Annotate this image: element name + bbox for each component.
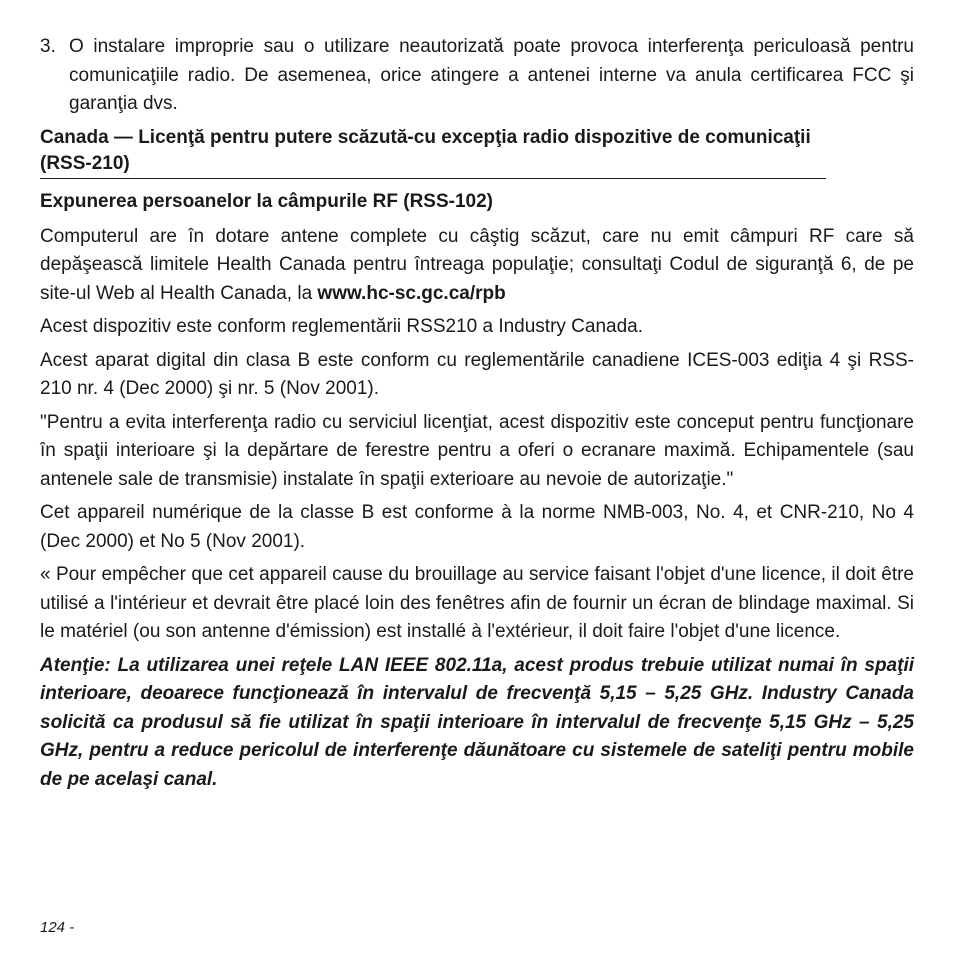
paragraph-antennas bbox=[40, 223, 914, 309]
list-item-3 bbox=[40, 33, 914, 119]
paragraph-french-class-b: Cet appareil numérique de la classe B est conforme à la norme NMB-003, No. 4, et CNR-210, No 4 (Dec 2000) et No 5 (Nov 2001). bbox=[40, 502, 914, 552]
paragraph-licensed-service: "Pentru a evita interferenţa radio cu serviciul licenţiat, acest dispozitiv este conceput pentru funcţionare în spaţii interioare şi la depărtare de ferestre pentru a oferi o ecranare maximă. Echipamentele (sau antenele sale de transmisie) instalate în spaţii exterioare au nevoie de autorizaţie." bbox=[40, 411, 914, 490]
section-heading-canada: Canada — Licenţă pentru putere scăzută-cu excepţia radio dispozitive de comunicaţii (RSS-210) bbox=[40, 125, 826, 179]
list-number: 3. bbox=[40, 36, 56, 57]
sub-heading-rf-exposure: Expunerea persoanelor la câmpurile RF (RSS-102) bbox=[40, 190, 493, 212]
paragraph-class-b: Acest aparat digital din clasa B este conform cu reglementările canadiene ICES-003 ediţia 4 şi RSS-210 nr. 4 (Dec 2000) şi nr. 5 (Nov 2001). bbox=[40, 349, 914, 399]
paragraph-antennas-text: Computerul are în dotare antene complete cu câştig scăzut, care nu emit câmpuri RF care să depăşească limitele Health Canada pentru întreaga populaţie; consultaţi Codul de siguranţă 6, de pe site-ul Web al Health Canada, la bbox=[40, 225, 914, 304]
document-page bbox=[40, 33, 914, 794]
paragraph-french-licence: « Pour empêcher que cet appareil cause du brouillage au service faisant l'objet d'une licence, il doit être utilisé a l'intérieur et devrait être placé loin des fenêtres afin de fournir un écran de blindage maximal. Si le matériel (ou son antenne d'émission) est installé à l'extérieur, il doit faire l'objet d'une licence. bbox=[40, 564, 914, 642]
page-number: 124 - bbox=[40, 919, 75, 936]
paragraph-rss210: Acest dispozitiv este conform reglementării RSS210 a Industry Canada. bbox=[40, 316, 644, 337]
health-canada-link[interactable]: www.hc-sc.gc.ca/rpb bbox=[317, 282, 506, 304]
warning-paragraph: Atenţie: La utilizarea unei reţele LAN IEEE 802.11a, acest produs trebuie utilizat numai în spaţii interioare, deoarece funcţionează în intervalul de frecvenţă 5,15 – 5,25 GHz. Industry Canada solicită ca produsul să fie utilizat în spaţii interioare în intervalul de frecvenţe 5,15 GHz – 5,25 GHz, pentru a reduce pericolul de interferenţe dăunătoare cu sistemele de sateliţi pentru mobile de pe acelaşi canal. bbox=[40, 654, 914, 790]
list-text: O instalare improprie sau o utilizare neautorizată poate provoca interferenţa periculoasă pentru comunicaţiile radio. De asemenea, orice atingere a antenei interne va anula certificarea FCC şi garanţia dvs. bbox=[69, 36, 914, 114]
